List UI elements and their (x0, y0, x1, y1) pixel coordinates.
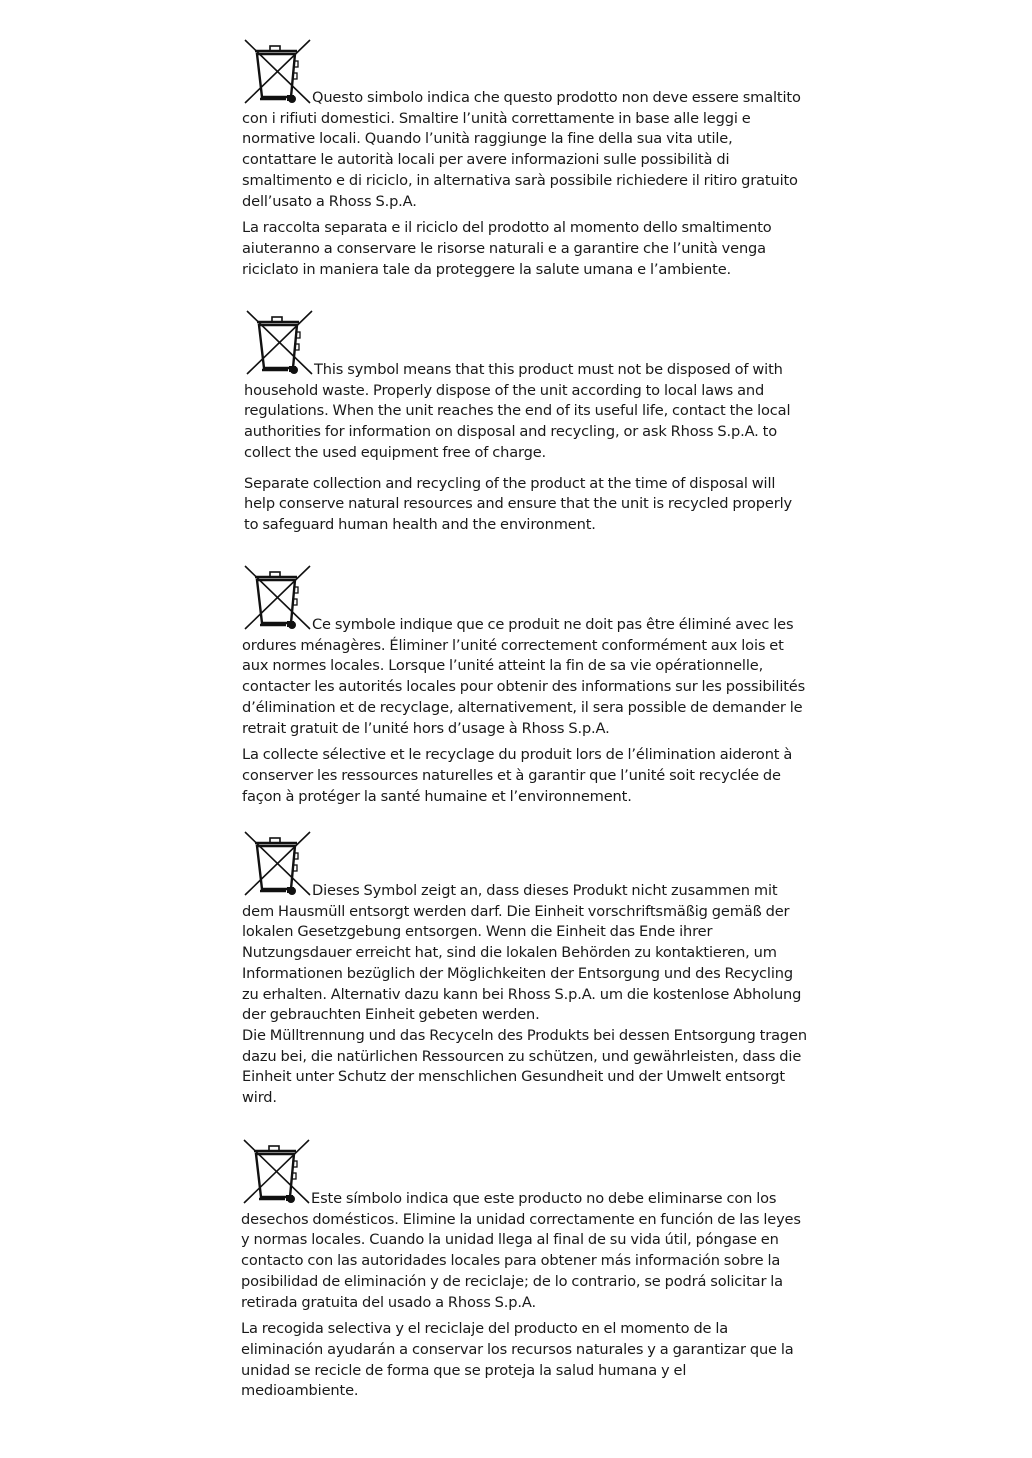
disposal-paragraph: This symbol means that this product must not be disposed of with household waste. Properly dispose of the unit according to local laws and regulations. When the unit reaches the end of its useful life, contact the local authorities for information on disposal and recycling, or ask Rhoss S.p.A. to collect the used equipment free of charge. (244, 361, 791, 461)
section-spanish (241, 1137, 806, 1402)
crossed-bin-icon (244, 308, 314, 376)
section-french (242, 563, 807, 807)
disposal-paragraph: Questo simbolo indica che questo prodotto non deve essere smaltito con i rifiuti domestici. Smaltire l’unità correttamente in base alle leggi e normative locali. Quando l’unità raggiunge la fine della sua vita utile, contattare le autorità locali per avere informazioni sulle possibilità di smaltimento e di riciclo, in alternativa sarà possibile richiedere il ritiro gratuito dell’usato a Rhoss S.p.A. (242, 89, 801, 210)
section-italian (242, 37, 807, 280)
disposal-paragraph: Este símbolo indica que este producto no debe eliminarse con los desechos domésticos. Elimine la unidad correctamente en función de las leyes y normas locales. Cuando la unidad llega al final de su vida útil, póngase en contacto con las autoridades locales para obtener más información sobre la posibilidad de eliminación y de reciclaje; de lo contrario, se podrá solicitar la retirada gratuita del usado a Rhoss S.p.A. (241, 1190, 801, 1311)
crossed-bin-icon (242, 829, 312, 897)
crossed-bin-icon (242, 563, 312, 631)
crossed-bin-icon (241, 1137, 311, 1205)
recycling-paragraph: La collecte sélective et le recyclage du produit lors de l’élimination aideront à conserver les ressources naturelles et à garantir que l’unité soit recyclée de façon à protéger la santé humaine et l’environnement. (242, 746, 793, 805)
recycling-paragraph: Separate collection and recycling of the product at the time of disposal will help conserve natural resources and ensure that the unit is recycled properly to safeguard human health and the environment. (244, 474, 792, 533)
recycling-paragraph: La recogida selectiva y el reciclaje del producto en el momento de la eliminación ayudarán a conservar los recursos naturales y a garantizar que la unidad se recicle de forma que se proteja la salud humana y el medioambiente. (241, 1320, 794, 1400)
disposal-paragraph: Dieses Symbol zeigt an, dass dieses Produkt nicht zusammen mit dem Hausmüll entsorgt werden darf. Die Einheit vorschriftsmäßig gemäß der lokalen Gesetzgebung entsorgen. Wenn die Einheit das Ende ihrer Nutzungsdauer erreicht hat, sind die lokalen Behörden zu kontaktieren, um Informationen bezüglich der Möglichkeiten der Entsorgung und des Recycling zu erhalten. Alternativ dazu kann bei Rhoss S.p.A. um die kostenlose Abholung der gebrauchten Einheit gebeten werden. (242, 882, 802, 1024)
crossed-bin-icon (242, 37, 312, 105)
disposal-paragraph: Ce symbole indique que ce produit ne doit pas être éliminé avec les ordures ménagères. Éliminer l’unité correctement conformément aux lois et aux normes locales. Lorsque l’unité atteint la fin de sa vie opérationnelle, contacter les autorités locales pour obtenir des informations sur les possibilités d’élimination et de recyclage, alternativement, il sera possible de demander le retrait gratuit de l’unité hors d’usage à Rhoss S.p.A. (242, 616, 806, 737)
section-english (244, 308, 809, 536)
recycling-paragraph: Die Mülltrennung und das Recyceln des Produkts bei dessen Entsorgung tragen dazu bei, die natürlichen Ressourcen zu schützen, und gewährleisten, dass die Einheit unter Schutz der menschlichen Gesundheit und der Umwelt entsorgt wird. (242, 1026, 807, 1107)
recycling-paragraph: La raccolta separata e il riciclo del prodotto al momento dello smaltimento aiuteranno a conservare le risorse naturali e a garantire che l’unità venga riciclato in maniera tale da proteggere la salute umana e l’ambiente. (242, 219, 772, 278)
section-german (242, 829, 807, 1109)
